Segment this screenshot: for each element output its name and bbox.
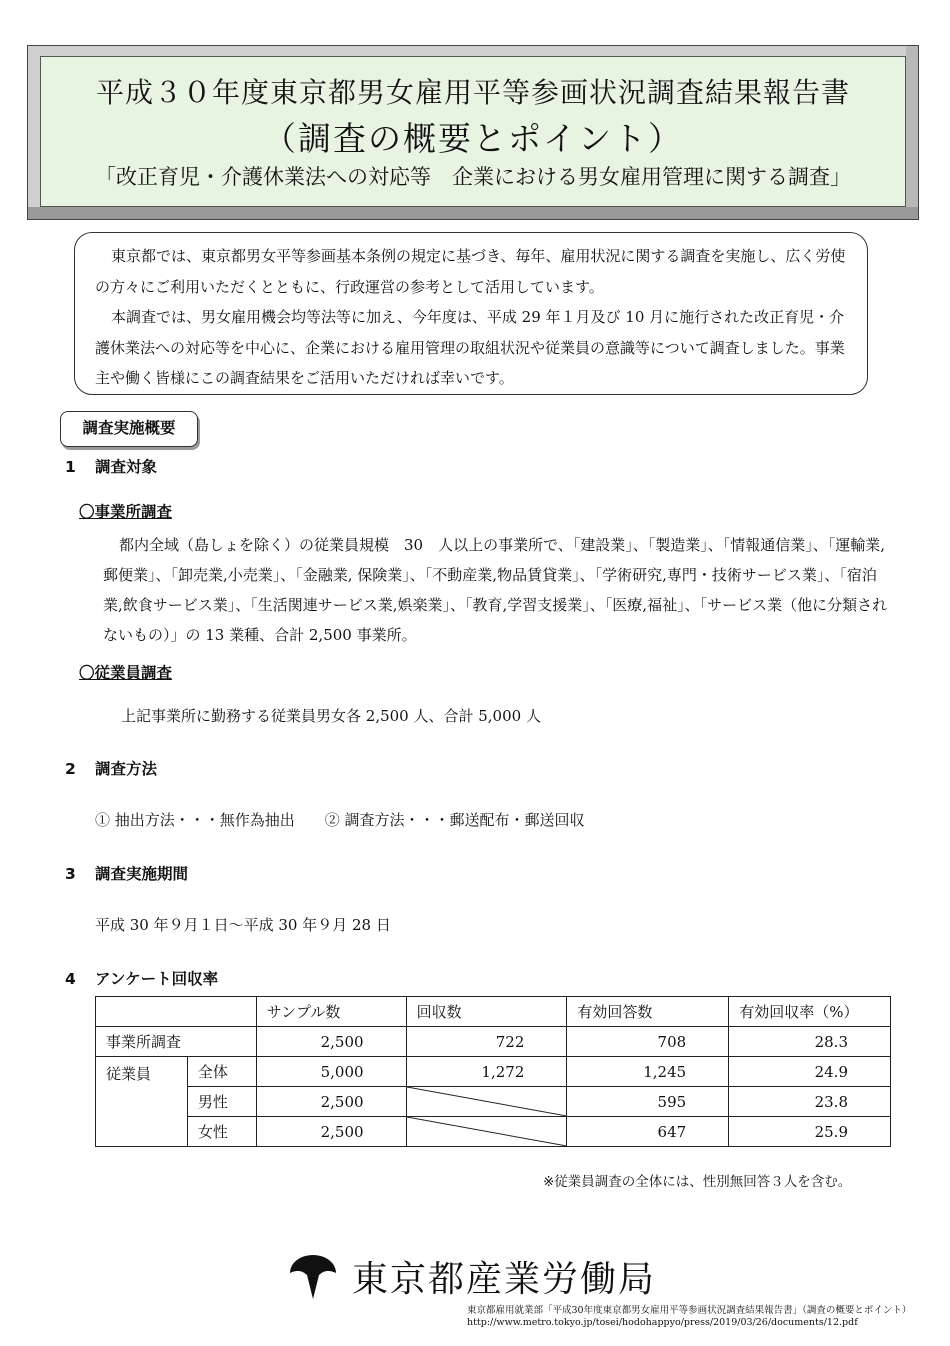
table-header-row [96,997,891,1027]
row-label: 女性 [187,1117,256,1147]
cell-valid: 647 [567,1117,729,1147]
header-collected: 回収数 [406,997,567,1027]
establishment-survey-heading: 〇事業所調査 [79,503,173,521]
cell-rate: 28.3 [729,1027,891,1057]
cell-sample: 2,500 [256,1087,406,1117]
cell-valid: 595 [567,1087,729,1117]
org-name: 東京都産業労働局 [352,1259,657,1300]
cell-rate: 24.9 [729,1057,891,1087]
cell-collected: 1,272 [406,1057,567,1087]
cell-rate: 23.8 [729,1087,891,1117]
establishment-survey-text: 都内全域（島しょを除く）の従業員規模 30 人以上の事業所で、「建設業」、「製造業」、「情報通信業」、「運輸業,郵便業」、「卸売業,小売業」、「金融業, 保険業」、「不動産業,物品賃貸業」、「学術研究,専門・技術サービス業」、「宿泊業,飲食サービス業」、「生活関連サービス業,娯楽業」、「教育,学習支援業」、「医療,福祉」、「サービス業（他に分類されないもの）」の 13 業種、合計 2,500 事業所。 [103,536,888,644]
table-row [96,1057,891,1087]
cell-sample: 2,500 [256,1027,406,1057]
row-label: 事業所調査 [96,1027,257,1057]
table-note: ※従業員調査の全体には、性別無回答３人を含む。 [543,1174,852,1190]
header-valid: 有効回答数 [567,997,729,1027]
header-rate: 有効回収率（%） [729,997,891,1027]
cell-rate: 25.9 [729,1117,891,1147]
cell-collected: 722 [406,1027,567,1057]
tokyo-ginkgo-logo-icon [288,1253,338,1301]
cell-valid: 1,245 [567,1057,729,1087]
cell-sample: 5,000 [256,1057,406,1087]
header-sample: サンプル数 [256,997,406,1027]
table-row [96,1087,891,1117]
source-title: 東京都雇用就業部「平成30年度東京都男女雇用平等参画状況調査結果報告書」（調査の概要とポイント） [467,1305,912,1316]
intro-paragraph-1: 東京都では、東京都男女平等参画基本条例の規定に基づき、毎年、雇用状況に関する調査を実施し、広く労使の方々にご利用いただくとともに、行政運営の参考として活用しています。 [95,247,846,296]
cell-collected-na [406,1087,567,1117]
section-3-heading: 3 調査実施期間 [65,865,189,883]
section-tag: 調査実施概要 [60,411,198,447]
table-row [96,1027,891,1057]
employee-survey-heading: 〇従業員調査 [79,664,173,682]
report-subtitle: （調査の概要とポイント） [263,119,683,158]
employee-group-label: 従業員 [96,1057,188,1147]
source-url: http://www.metro.tokyo.jp/tosei/hodohappyo/press/2019/03/26/documents/12.pdf [467,1317,858,1328]
table-row [96,1117,891,1147]
row-label: 全体 [187,1057,256,1087]
source-citation [467,1305,911,1329]
section-4-heading: 4 アンケート回収率 [65,970,219,988]
survey-name: 「改正育児・介護休業法への対応等 企業における男女雇用管理に関する調査」 [95,165,851,189]
section-1-heading: 1 調査対象 [65,458,158,476]
employee-survey-text: 上記事業所に勤務する従業員男女各 2,500 人、合計 5,000 人 [121,707,541,725]
survey-period-text: 平成 30 年９月１日～平成 30 年９月 28 日 [95,916,391,934]
cell-collected-na [406,1117,567,1147]
cell-valid: 708 [567,1027,729,1057]
row-label: 男性 [187,1087,256,1117]
cell-sample: 2,500 [256,1117,406,1147]
survey-method-text: ① 抽出方法・・・無作為抽出 ② 調査方法・・・郵送配布・郵送回収 [95,811,585,829]
title-box [27,45,919,220]
report-title: 平成３０年度東京都男女雇用平等参画状況調査結果報告書 [95,76,850,109]
response-rate-table [95,996,891,1147]
intro-box [74,232,868,395]
section-2-heading: 2 調査方法 [65,760,158,778]
intro-paragraph-2: 本調査では、男女雇用機会均等法等に加え、今年度は、平成 29 年１月及び 10 月に施行された改正育児・介護休業法への対応等を中心に、企業における雇用管理の取組状況や従業員の意識等について調査しました。事業主や働く皆様にこの調査結果をご活用いただければ幸いです。 [95,308,845,387]
